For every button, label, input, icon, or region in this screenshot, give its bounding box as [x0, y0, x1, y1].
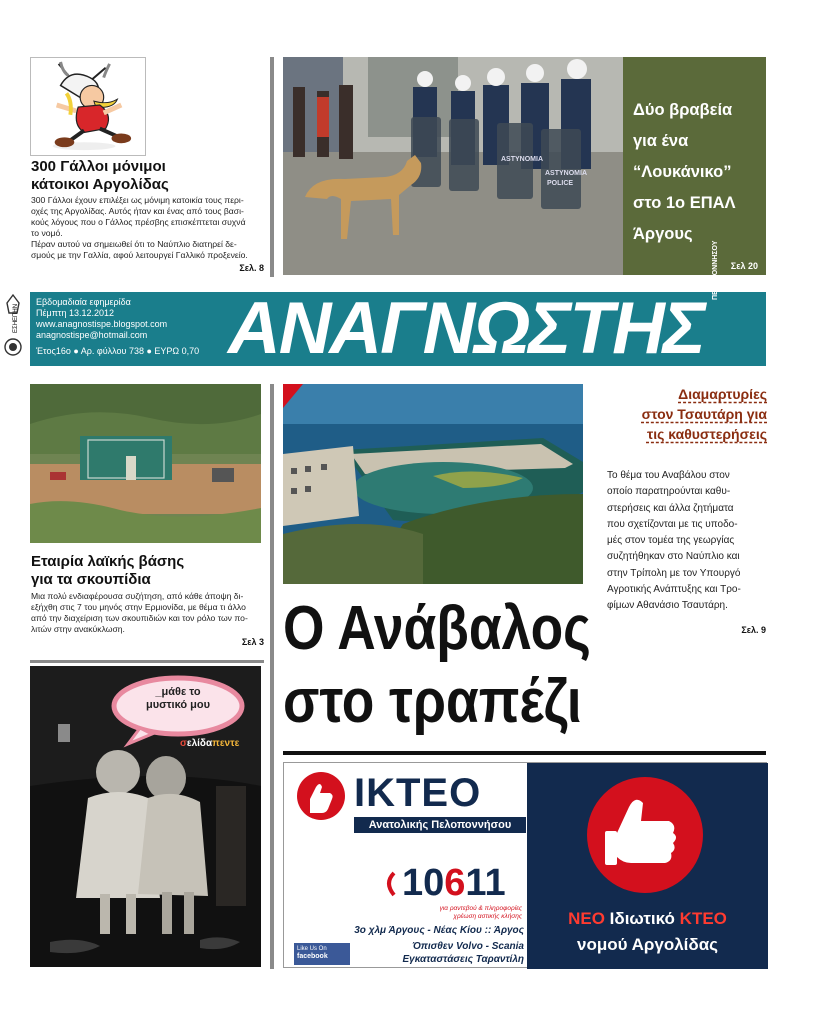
- body-line: Πέραν αυτού να σημειωθεί ότι το Ναύπλιο διατηρεί δε-: [31, 239, 237, 249]
- police-dog-photo: [283, 57, 623, 275]
- masthead-info-line: Πέμπτη 13.12.2012: [36, 308, 115, 318]
- kteo-logo-mark: [294, 769, 348, 823]
- body-line: λιτών στην ανακύκλωση.: [31, 624, 125, 634]
- right-story-headline: [597, 384, 767, 444]
- shield-text: POLICE: [547, 180, 574, 187]
- asterix-cartoon-image: [30, 57, 146, 156]
- body-line: φίμων Αθανάσιο Τσαυτάρη.: [607, 600, 728, 612]
- promo-word: ΚΤΕΟ: [679, 909, 727, 928]
- phone-part: 11: [465, 862, 506, 904]
- section-divider: [30, 660, 264, 663]
- teaser-line: Δύο βραβεία: [633, 101, 733, 119]
- body-line: 300 Γάλλοι έχουν επιλέξει ως μόνιμη κατοικία τους περι-: [31, 195, 244, 205]
- logo-label: ΕΣΗΕΠΗΝ: [13, 303, 19, 333]
- award-teaser-box[interactable]: [623, 57, 766, 275]
- anavalos-springs-photo: [283, 384, 583, 584]
- fb-line: facebook: [297, 953, 328, 960]
- main-headline-line: Ο Ανάβαλος: [283, 594, 591, 663]
- body-line: μές στον τομέα της γεωργίας: [607, 535, 735, 547]
- teaser-line: στο 1ο ΕΠΑΛ: [633, 194, 736, 212]
- body-line: που σχετίζονται με τις υποδο-: [607, 518, 738, 530]
- masthead-subtitle: ΠΕΛΟΠΟΝΝΗΣΟΥ: [712, 240, 719, 300]
- column-divider: [270, 384, 274, 969]
- page-reference: Σελ 20: [730, 261, 758, 271]
- story-headline-line: στον Τσαυτάρη για: [641, 406, 767, 422]
- body-line: στερήσεις και άλλα ζητήματα: [607, 502, 734, 514]
- body-line: Το θέμα του Αναβάλου στον: [607, 470, 730, 481]
- story-headline-line: για τα σκουπίδια: [31, 571, 151, 588]
- phone-note: [402, 905, 522, 921]
- body-line: συζητήθηκαν στο Ναύπλιο και: [607, 551, 740, 563]
- note-line: για ραντεβού & πληροφορίες: [439, 905, 522, 912]
- body-line: εξήχθη στις 7 του μηνός στην Ερμιονίδα, με θέμα τι άλλο: [31, 602, 246, 612]
- kteo-ad[interactable]: [283, 762, 767, 968]
- kteo-promo-panel: [527, 763, 768, 969]
- story-body: [607, 468, 767, 615]
- promo-word: ΝΕΟ: [568, 909, 605, 928]
- masthead-link-blog[interactable]: www.anagnostispe.blogspot.com: [36, 319, 168, 329]
- main-headline[interactable]: [283, 596, 767, 742]
- story-headline-line: 300 Γάλλοι μόνιμοι: [31, 158, 166, 175]
- body-line: Μια πολύ ενδιαφέρουσα συζήτηση, από κάθε άποψη δι-: [31, 591, 244, 601]
- facebook-badge[interactable]: [294, 943, 350, 965]
- column-divider: [270, 57, 274, 277]
- tag-accent: πεντε: [212, 738, 240, 749]
- page-reference: Σελ 3: [241, 637, 264, 647]
- tag-prefix: σ: [180, 738, 187, 749]
- teaser-line: Άργους: [633, 225, 693, 243]
- phone-icon: [384, 871, 398, 897]
- page-reference: Σελ. 9: [741, 625, 766, 635]
- body-line: οποίο παρατηρούνται καθυ-: [607, 486, 731, 498]
- kteo-region: Ανατολικής Πελοποννήσου: [354, 817, 526, 833]
- kteo-address: 3ο χλμ Άργους - Νέας Κίου :: Άργος: [354, 925, 524, 936]
- body-line: σμούς με την Γαλλία, αφού λειτουργεί Γαλλικό προξενείο.: [31, 250, 248, 260]
- story-headline-line: κάτοικοι Αργολίδας: [31, 176, 169, 193]
- secret-ad[interactable]: [30, 666, 261, 967]
- phone-part: 10: [402, 862, 445, 904]
- body-line: από την διαχείριση των σκουπιδιών και τον ρόλο των πο-: [31, 613, 248, 623]
- thumbs-up-icon: [583, 773, 707, 897]
- masthead-link-email[interactable]: anagnostispe@hotmail.com: [36, 330, 148, 340]
- bubble-line: μυστικό μου: [145, 699, 211, 711]
- shield-text: ASTYNOMIA: [501, 156, 543, 163]
- bubble-line: _μάθε το: [155, 686, 201, 698]
- note-line: χρέωση αστικής κλήσης: [453, 913, 522, 920]
- masthead-info-line: Έτος16ο ● Αρ. φύλλου 738 ● ΕΥΡΩ 0,70: [36, 346, 200, 356]
- story-headline-line: Εταιρία λαϊκής βάσης: [31, 553, 185, 570]
- body-line: οχές της Αργολίδας. Αυτός ήταν και ένας από τους βασι-: [31, 206, 244, 216]
- story-headline-line: τις καθυστερήσεις: [646, 426, 767, 442]
- story-body: [31, 591, 267, 635]
- ad-bubble-text: [138, 686, 218, 712]
- masthead-title: ΑΝΑΓΝΩΣΤΗΣ: [228, 288, 704, 369]
- promo-line1: [527, 909, 768, 929]
- teaser-line: για ένα: [633, 132, 689, 150]
- fb-line: Like Us On: [297, 946, 327, 952]
- union-logo: [3, 293, 23, 365]
- body-line: κούς λόγους που ο Γάλλος πρέσβης επισκέπτεται συχνά: [31, 217, 246, 227]
- body-line: Αγροτικής Ανάπτυξης και Τρο-: [607, 584, 741, 596]
- story-body: [31, 195, 271, 261]
- phone-part: 6: [444, 862, 466, 904]
- kteo-installations: Εγκαταστάσεις Ταραντίλη: [402, 954, 524, 965]
- promo-word: Ιδιωτικό: [609, 909, 675, 928]
- story-headline-line: Διαμαρτυρίες: [678, 386, 767, 402]
- tag-mid: ελίδα: [186, 738, 213, 749]
- promo-line2: νομού Αργολίδας: [576, 935, 719, 954]
- page-reference: Σελ. 8: [239, 263, 264, 273]
- headline-rule: [283, 751, 766, 755]
- body-line: το νομό.: [31, 228, 63, 238]
- phone-number: [402, 861, 506, 905]
- main-headline-line: στο τραπέζι: [283, 667, 582, 736]
- kteo-behind: Όπισθεν Volvo - Scania: [412, 941, 524, 952]
- masthead-info-line: Εβδομαδιαία εφημερίδα: [36, 297, 131, 307]
- shield-text: ASTYNOMIA: [545, 170, 587, 177]
- ad-tag: [180, 738, 239, 749]
- kteo-brand: ΙΚΤΕΟ: [354, 771, 482, 815]
- waste-facility-photo: [30, 384, 261, 543]
- teaser-line: “Λουκάνικο”: [633, 163, 732, 181]
- body-line: στην Τρίπολη με τον Υπουργό: [607, 567, 741, 579]
